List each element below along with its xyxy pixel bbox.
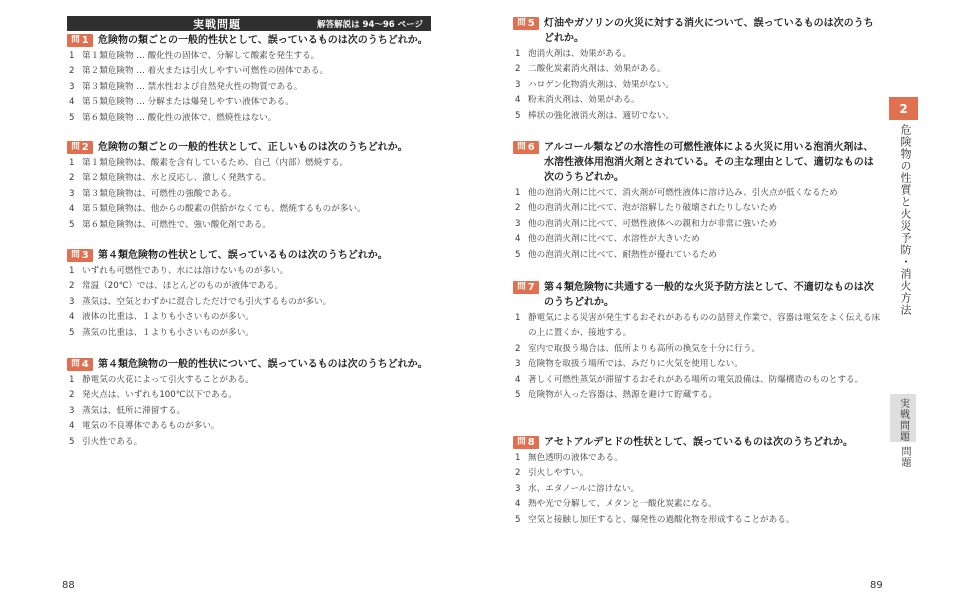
option-item: 3 第３類危険物 … 禁水性および自然発火性の物質である。 xyxy=(69,81,303,92)
section-sub-label: 問題 xyxy=(899,446,910,468)
option-item: 2 第２類危険物 … 着火または引火しやすい可燃性の固体である。 xyxy=(69,66,329,77)
option-item: 4 第５類危険物 … 分解または爆発しやすい液体である。 xyxy=(69,97,294,108)
option-list xyxy=(513,186,883,263)
question-text: アルコール類などの水溶性の可燃性液体による火災に用いる泡消火剤は、水溶性液体用泡消火剤とされている。その主な理由として、適切なものは次のうちどれか。 xyxy=(544,142,874,183)
option-item: 2 二酸化炭素消火剤は、効果がある。 xyxy=(515,64,666,75)
question-2 xyxy=(67,140,447,233)
option-item: 2 常温（20℃）では、ほとんどのものが液体である。 xyxy=(69,281,284,292)
option-item: 1 第１類危険物は、酸素を含有しているため、自己（内部）燃焼する。 xyxy=(69,158,349,168)
option-item: 5 危険物が入った容器は、熱源を避けて貯蔵する。 xyxy=(515,390,718,401)
question-7 xyxy=(513,280,883,403)
section-title: 実戦問題 xyxy=(193,17,241,31)
option-list xyxy=(513,47,883,124)
option-item: 1 静電気による災害が発生するおそれがあるものの詰替え作業で、容器は電気をよく伝える床の上に置くか、接地する。 xyxy=(515,313,881,339)
question-badge: 問 4 xyxy=(67,358,93,371)
question-text: 第４類危険物の一般的性状について、誤っているものは次のうちどれか。 xyxy=(98,359,428,370)
page-number-left: 88 xyxy=(62,580,75,591)
option-item: 4 液体の比重は、１よりも小さいものが多い。 xyxy=(69,312,254,323)
option-item: 5 引火性である。 xyxy=(69,436,143,447)
chapter-title-vertical: 危険物の性質と火災予防・消火方法 xyxy=(899,124,912,316)
option-item: 3 第３類危険物は、可燃性の強酸である。 xyxy=(69,188,237,199)
option-list xyxy=(67,49,447,126)
option-item: 1 いずれも可燃性であり、水には溶けないものが多い。 xyxy=(69,266,289,276)
question-badge: 問 2 xyxy=(67,141,93,154)
option-item: 1 無色透明の液体である。 xyxy=(515,453,623,463)
option-item: 4 電気の不良導体であるものが多い。 xyxy=(69,421,220,432)
option-item: 4 熱や光で分解して、メタンと一酸化炭素になる。 xyxy=(515,499,717,510)
option-item: 1 他の泡消火剤に比べて、消火剤が可燃性液体に溶け込み、引火点が低くなるため xyxy=(515,188,838,198)
option-item: 2 室内で取扱う場合は、低所よりも高所の換気を十分に行う。 xyxy=(515,343,761,354)
answer-reference-note: 解答解説は 94〜96 ページ xyxy=(317,19,423,30)
option-item: 2 発火点は、いずれも100℃以下である。 xyxy=(69,390,237,401)
question-text: 危険物の類ごとの一般的性状として、誤っているものは次のうちどれか。 xyxy=(98,35,428,46)
question-1 xyxy=(67,33,447,126)
option-item: 3 蒸気は、空気とわずかに混合しただけでも引火するものが多い。 xyxy=(69,296,332,307)
option-list xyxy=(67,373,447,450)
option-list xyxy=(513,311,883,403)
option-item: 5 棒状の強化液消火剤は、適切でない。 xyxy=(515,110,675,121)
option-item: 4 著しく可燃性蒸気が滞留するおそれがある場所の電気設備は、防爆構造のものとする。 xyxy=(515,374,864,385)
question-4 xyxy=(67,357,447,450)
option-item: 1 第１類危険物 … 酸化性の固体で、分解して酸素を発生する。 xyxy=(69,51,320,61)
option-item: 4 他の泡消火剤に比べて、水溶性が大きいため xyxy=(515,234,700,245)
option-item: 2 第２類危険物は、水と反応し、激しく発熱する。 xyxy=(69,173,272,184)
question-text: 第４類危険物の性状として、誤っているものは次のうちどれか。 xyxy=(98,250,388,261)
option-item: 5 他の泡消火剤に比べて、耐熱性が優れているため xyxy=(515,249,717,260)
option-list xyxy=(67,264,447,341)
option-item: 1 静電気の火花によって引火することがある。 xyxy=(69,375,254,385)
question-badge: 問 8 xyxy=(513,436,539,449)
question-badge: 問 7 xyxy=(513,281,539,294)
option-item: 4 第５類危険物は、他からの酸素の供給がなくても、燃焼するものが多い。 xyxy=(69,204,366,215)
question-text: アセトアルデヒドの性状として、誤っているものは次のうちどれか。 xyxy=(544,437,853,448)
question-badge: 問 5 xyxy=(513,17,539,30)
option-item: 3 蒸気は、低所に滞留する。 xyxy=(69,405,186,416)
option-item: 2 引火しやすい。 xyxy=(515,468,589,479)
question-text: 危険物の類ごとの一般的性状として、正しいものは次のうちどれか。 xyxy=(98,142,408,153)
option-list xyxy=(67,156,447,233)
option-item: 2 他の泡消火剤に比べて、泡が溶解したり破壊されたりしないため xyxy=(515,203,778,214)
option-item: 5 蒸気の比重は、１よりも小さいものが多い。 xyxy=(69,327,254,338)
option-item: 3 危険物を取扱う場所では、みだりに火気を使用しない。 xyxy=(515,359,743,370)
question-badge: 問 6 xyxy=(513,141,539,154)
option-item: 5 空気と接触し加圧すると、爆発性の過酸化物を形成することがある。 xyxy=(515,514,795,525)
question-5 xyxy=(513,16,883,124)
option-item: 4 粉末消火剤は、効果がある。 xyxy=(515,95,640,106)
question-text: 灯油やガソリンの火災に対する消火について、誤っているものは次のうちどれか。 xyxy=(544,18,874,44)
question-badge: 問 1 xyxy=(67,34,93,47)
option-item: 3 ハロゲン化物消火剤は、効果がない。 xyxy=(515,79,674,90)
option-item: 1 泡消火剤は、効果がある。 xyxy=(515,49,632,59)
page-number-right: 89 xyxy=(870,580,883,591)
option-list xyxy=(513,451,883,528)
option-item: 5 第６類危険物は、可燃性で、強い酸化剤である。 xyxy=(69,219,271,230)
option-item: 3 水、エタノールに溶けない。 xyxy=(515,483,640,494)
section-header-bar xyxy=(67,16,431,31)
question-8 xyxy=(513,435,883,528)
section-index-box xyxy=(890,394,916,442)
option-item: 3 他の泡消火剤に比べて、可燃性液体への親和力が非常に強いため xyxy=(515,218,778,229)
section-index-label: 実戦問題 xyxy=(897,398,909,442)
question-6 xyxy=(513,140,883,263)
option-item: 5 第６類危険物 … 酸化性の液体で、燃焼性はない。 xyxy=(69,112,277,123)
chapter-number-tab: 2 xyxy=(889,97,918,120)
question-text: 第４類危険物に共通する一般的な火災予防方法として、不適切なものは次のうちどれか。 xyxy=(544,282,874,308)
question-badge: 問 3 xyxy=(67,249,93,262)
question-3 xyxy=(67,248,447,341)
